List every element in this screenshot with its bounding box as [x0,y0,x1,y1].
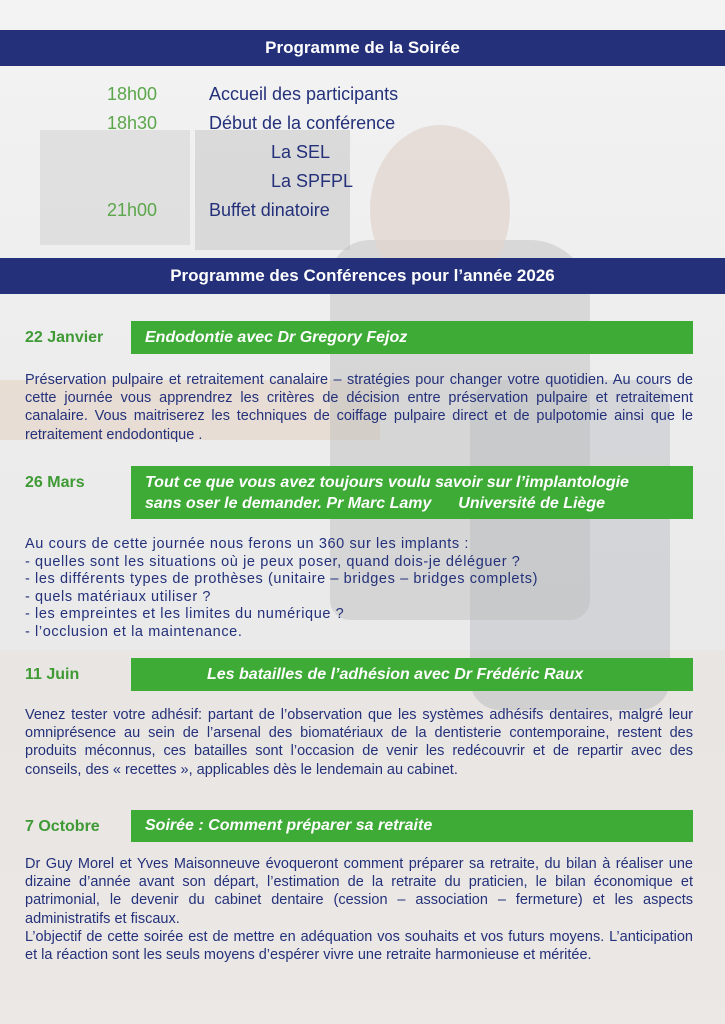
description-line: - quelles sont les situations où je peux poser, quand dois-je déléguer ? [25,553,521,570]
conference-title: Soirée : Comment préparer sa retraite [145,817,433,834]
description-line: - les empreintes et les limites du numérique ? [25,606,345,622]
description-line: - l’occlusion et la maintenance. [25,623,243,640]
conference-description [25,855,693,964]
schedule-label: Début de la conférence [209,113,396,133]
schedule-label: La SPFPL [271,171,354,191]
conference-date: 22 Janvier [25,329,104,346]
conference-description [25,536,693,641]
conference-title-bar [131,466,693,519]
schedule-row [0,113,725,142]
conference-date: 11 Juin [25,666,80,683]
description-paragraph: L’objectif de cette soirée est de mettre en adéquation vos souhaits et vos futurs moyens. L’anticipation et la réaction sont les seuls moyens d’espérer vivre une retraite harmonieuse et méritée. [25,928,693,964]
schedule-row [0,200,725,229]
schedule-label: Buffet dinatoire [209,200,330,220]
schedule-time: 18h30 [107,113,158,133]
conference-description [25,371,693,444]
conference-title: Les batailles de l’adhésion avec Dr Frédéric Raux [207,666,584,683]
conference-title: Endodontie avec Dr Gregory Fejoz [145,329,408,346]
soiree-title: Programme de la Soirée [265,38,460,57]
description-line: - les différents types de prothèses (unitaire – bridges – bridges complets) [25,571,538,587]
schedule-row [0,84,725,113]
soiree-schedule [0,84,725,229]
description-line: - quels matériaux utiliser ? [25,588,212,605]
conference-date: 26 Mars [25,474,85,491]
schedule-label: La SEL [271,142,331,162]
description-line: Au cours de cette journée nous ferons un 360 sur les implants : [25,536,470,552]
schedule-row [0,142,725,171]
conference-date: 7 Octobre [25,818,100,835]
conference-affiliation: Université de Liège [458,495,605,512]
conference-title-line: sans oser le demander. Pr Marc Lamy [145,495,432,512]
conference-title-line: Tout ce que vous avez toujours voulu savoir sur l’implantologie [145,474,629,491]
soiree-header [0,30,725,66]
schedule-row [0,171,725,200]
conference-title-bar [131,321,693,354]
description-paragraph: Dr Guy Morel et Yves Maisonneuve évoqueront comment préparer sa retraite, du bilan à réaliser une dizaine d’année avant son départ, l’estimation de la retraite du praticien, le bilan économique et patrimonial, le devenir du cabinet dentaire (cession – association – fermeture) et les aspects administratifs et fiscaux. [25,856,693,927]
conferences-title: Programme des Conférences pour l’année 2026 [170,266,555,285]
schedule-label: Accueil des participants [209,84,399,104]
conferences-header [0,258,725,294]
description-paragraph: Venez tester votre adhésif: partant de l’observation que les systèmes adhésifs dentaires, malgré leur omniprésence au sein de l’arsenal des biomatériaux de la dentisterie contemporaine, restent des produits méconnus, ces batailles sont l’occasion de venir les redécouvrir et de repartir avec des conseils, des « recettes », applicables dès le lendemain au cabinet. [25,707,693,778]
schedule-time: 18h00 [107,84,158,104]
conference-title-bar [131,658,693,691]
schedule-time: 21h00 [107,200,158,220]
conference-description [25,706,693,779]
description-paragraph: Préservation pulpaire et retraitement canalaire – stratégies pour changer votre quotidien. Au cours de cette journée vous apprendrez les critères de décision entre préservation pulpaire et retraitement canalaire. Vous maitriserez les techniques de coiffage pulpaire direct et de pulpotomie ainsi que le retraitement endodontique . [25,372,693,443]
conference-title-bar [131,810,693,842]
